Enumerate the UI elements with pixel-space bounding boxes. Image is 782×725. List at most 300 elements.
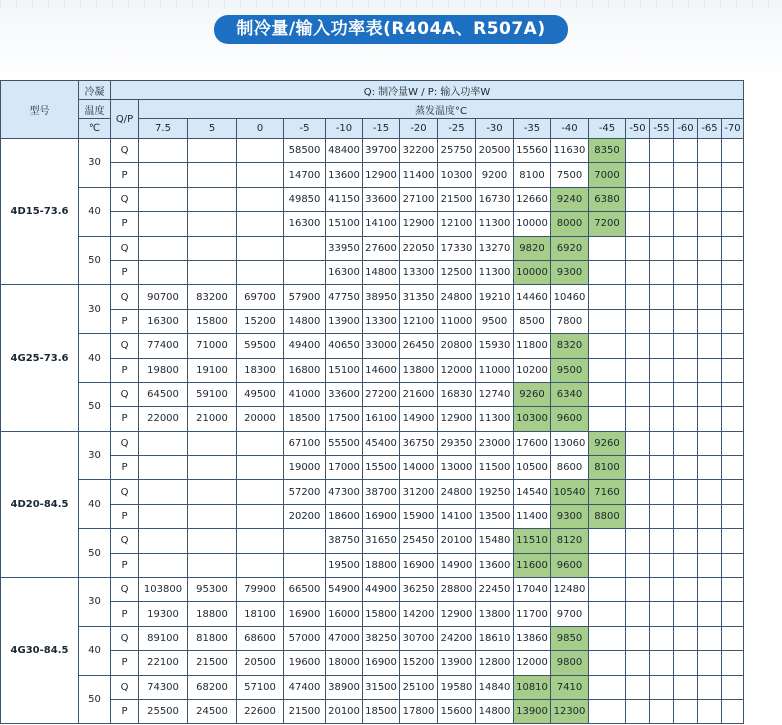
value-cell	[722, 602, 744, 626]
top-ruler-lines	[0, 0, 782, 8]
value-cell: 58500	[284, 139, 326, 163]
model-header: 型号	[1, 81, 79, 139]
value-cell	[722, 504, 744, 528]
condensing-temp: 30	[79, 578, 111, 627]
value-cell: 33000	[363, 334, 400, 358]
value-cell	[626, 456, 650, 480]
value-cell: 11300	[476, 212, 514, 236]
value-cell: 11800	[514, 334, 551, 358]
value-cell	[139, 187, 188, 211]
value-cell	[626, 480, 650, 504]
value-cell: 48400	[326, 139, 363, 163]
value-cell: 11300	[476, 407, 514, 431]
cond-header-3: ℃	[79, 119, 111, 139]
value-cell	[674, 626, 698, 650]
value-cell: 59500	[237, 334, 284, 358]
value-cell	[674, 480, 698, 504]
table-row	[1, 334, 744, 358]
value-cell: 9600	[551, 553, 589, 577]
value-cell	[626, 236, 650, 260]
value-cell: 20200	[284, 504, 326, 528]
value-cell: 89100	[139, 626, 188, 650]
value-cell	[237, 139, 284, 163]
evap-temp-header: -40	[551, 119, 589, 139]
condensing-temp: 30	[79, 285, 111, 334]
value-cell	[650, 260, 674, 284]
table-row	[1, 456, 744, 480]
table-row	[1, 139, 744, 163]
value-cell: 12900	[400, 212, 438, 236]
value-cell: 10000	[514, 212, 551, 236]
value-cell: 9260	[589, 431, 626, 455]
table-row	[1, 309, 744, 333]
value-cell: 9850	[551, 626, 589, 650]
value-cell: 12660	[514, 187, 551, 211]
value-cell	[698, 163, 722, 187]
value-cell: 38250	[363, 626, 400, 650]
value-cell	[722, 382, 744, 406]
qp-type: P	[111, 699, 139, 723]
value-cell: 10300	[438, 163, 476, 187]
value-cell: 20100	[326, 699, 363, 723]
value-cell	[650, 358, 674, 382]
value-cell: 8600	[551, 456, 589, 480]
value-cell: 25750	[438, 139, 476, 163]
value-cell: 20100	[438, 529, 476, 553]
value-cell	[650, 553, 674, 577]
value-cell: 13270	[476, 236, 514, 260]
value-cell: 9700	[551, 602, 589, 626]
value-cell	[722, 675, 744, 699]
value-cell: 28800	[438, 578, 476, 602]
value-cell: 11300	[476, 260, 514, 284]
value-cell: 8100	[514, 163, 551, 187]
value-cell	[722, 529, 744, 553]
value-cell: 17040	[514, 578, 551, 602]
value-cell	[650, 456, 674, 480]
value-cell	[674, 407, 698, 431]
value-cell	[674, 675, 698, 699]
value-cell	[722, 285, 744, 309]
value-cell: 19600	[284, 651, 326, 675]
value-cell	[626, 212, 650, 236]
value-cell	[698, 260, 722, 284]
value-cell	[650, 431, 674, 455]
value-cell	[722, 553, 744, 577]
value-cell: 6380	[589, 187, 626, 211]
value-cell	[698, 285, 722, 309]
table-row	[1, 504, 744, 528]
value-cell: 12500	[438, 260, 476, 284]
table-row	[1, 212, 744, 236]
value-cell	[698, 553, 722, 577]
value-cell: 10200	[514, 358, 551, 382]
value-cell: 15800	[188, 309, 237, 333]
evap-temp-header: -60	[674, 119, 698, 139]
value-cell: 19500	[326, 553, 363, 577]
value-cell: 14600	[363, 358, 400, 382]
value-cell: 77400	[139, 334, 188, 358]
value-cell	[674, 382, 698, 406]
value-cell: 12740	[476, 382, 514, 406]
condensing-temp: 40	[79, 626, 111, 675]
qp-header: Q/P	[111, 100, 139, 139]
value-cell: 16900	[363, 504, 400, 528]
value-cell: 68600	[237, 626, 284, 650]
value-cell: 11510	[514, 529, 551, 553]
table-row	[1, 431, 744, 455]
value-cell	[698, 626, 722, 650]
value-cell: 13000	[438, 456, 476, 480]
qp-type: Q	[111, 334, 139, 358]
value-cell	[698, 529, 722, 553]
value-cell	[284, 236, 326, 260]
value-cell: 11400	[400, 163, 438, 187]
value-cell: 18800	[188, 602, 237, 626]
value-cell	[237, 456, 284, 480]
value-cell	[698, 504, 722, 528]
value-cell: 10500	[514, 456, 551, 480]
value-cell	[626, 651, 650, 675]
table-row	[1, 626, 744, 650]
value-cell	[626, 382, 650, 406]
value-cell	[674, 163, 698, 187]
value-cell: 64500	[139, 382, 188, 406]
value-cell	[650, 699, 674, 723]
table-row	[1, 480, 744, 504]
condensing-temp: 50	[79, 675, 111, 724]
value-cell	[237, 504, 284, 528]
value-cell: 15600	[438, 699, 476, 723]
value-cell: 23000	[476, 431, 514, 455]
evap-temp-header: -35	[514, 119, 551, 139]
value-cell	[674, 553, 698, 577]
evap-temp-header: 5	[188, 119, 237, 139]
value-cell	[188, 480, 237, 504]
value-cell: 19300	[139, 602, 188, 626]
value-cell	[650, 212, 674, 236]
condensing-temp: 40	[79, 334, 111, 383]
table-row	[1, 651, 744, 675]
value-cell: 16900	[284, 602, 326, 626]
value-cell	[589, 651, 626, 675]
value-cell: 27100	[400, 187, 438, 211]
value-cell: 27600	[363, 236, 400, 260]
table-row	[1, 285, 744, 309]
value-cell: 20500	[237, 651, 284, 675]
value-cell	[139, 260, 188, 284]
value-cell: 12100	[438, 212, 476, 236]
value-cell: 9500	[551, 358, 589, 382]
value-cell: 57900	[284, 285, 326, 309]
value-cell: 25100	[400, 675, 438, 699]
value-cell: 7800	[551, 309, 589, 333]
value-cell	[626, 407, 650, 431]
value-cell: 15500	[363, 456, 400, 480]
value-cell: 12800	[476, 651, 514, 675]
qp-type: P	[111, 553, 139, 577]
value-cell	[722, 651, 744, 675]
value-cell: 16800	[284, 358, 326, 382]
value-cell: 11630	[551, 139, 589, 163]
value-cell: 12900	[438, 602, 476, 626]
value-cell	[139, 163, 188, 187]
value-cell	[674, 285, 698, 309]
value-cell	[284, 529, 326, 553]
value-cell	[188, 456, 237, 480]
value-cell: 41150	[326, 187, 363, 211]
table-row	[1, 163, 744, 187]
value-cell	[237, 529, 284, 553]
value-cell: 12000	[438, 358, 476, 382]
value-cell	[626, 504, 650, 528]
value-cell	[626, 358, 650, 382]
value-cell: 15900	[400, 504, 438, 528]
value-cell: 19210	[476, 285, 514, 309]
value-cell: 11500	[476, 456, 514, 480]
evap-temp-header: -5	[284, 119, 326, 139]
value-cell	[698, 651, 722, 675]
value-cell	[589, 675, 626, 699]
value-cell	[626, 187, 650, 211]
value-cell	[589, 529, 626, 553]
value-cell: 9820	[514, 236, 551, 260]
value-cell	[698, 431, 722, 455]
value-cell: 13500	[476, 504, 514, 528]
value-cell	[674, 431, 698, 455]
value-cell: 7500	[551, 163, 589, 187]
value-cell	[284, 260, 326, 284]
value-cell: 7000	[589, 163, 626, 187]
value-cell: 21500	[438, 187, 476, 211]
value-cell	[237, 187, 284, 211]
value-cell: 74300	[139, 675, 188, 699]
value-cell: 14700	[284, 163, 326, 187]
value-cell: 31650	[363, 529, 400, 553]
value-cell	[722, 139, 744, 163]
model-name: 4G30-84.5	[1, 578, 79, 724]
value-cell: 10300	[514, 407, 551, 431]
value-cell	[698, 602, 722, 626]
value-cell	[698, 675, 722, 699]
capacity-table	[0, 80, 744, 724]
value-cell	[589, 578, 626, 602]
value-cell	[698, 334, 722, 358]
table-row	[1, 529, 744, 553]
value-cell	[188, 236, 237, 260]
value-cell	[139, 139, 188, 163]
condensing-temp: 50	[79, 382, 111, 431]
value-cell: 12900	[363, 163, 400, 187]
value-cell: 13900	[438, 651, 476, 675]
value-cell	[674, 260, 698, 284]
value-cell	[698, 456, 722, 480]
table-row	[1, 553, 744, 577]
qp-type: Q	[111, 139, 139, 163]
table-row	[1, 358, 744, 382]
value-cell: 15930	[476, 334, 514, 358]
value-cell: 47300	[326, 480, 363, 504]
value-cell	[139, 529, 188, 553]
value-cell	[188, 431, 237, 455]
value-cell	[650, 285, 674, 309]
value-cell	[650, 382, 674, 406]
qp-type: Q	[111, 382, 139, 406]
value-cell	[589, 236, 626, 260]
qp-type: Q	[111, 431, 139, 455]
value-cell	[589, 334, 626, 358]
value-cell	[722, 456, 744, 480]
value-cell: 47750	[326, 285, 363, 309]
value-cell: 14840	[476, 675, 514, 699]
value-cell	[650, 309, 674, 333]
value-cell: 36250	[400, 578, 438, 602]
value-cell: 31350	[400, 285, 438, 309]
value-cell	[139, 236, 188, 260]
value-cell	[698, 212, 722, 236]
value-cell	[722, 236, 744, 260]
table-row	[1, 236, 744, 260]
value-cell: 10540	[551, 480, 589, 504]
value-cell: 10810	[514, 675, 551, 699]
value-cell	[722, 431, 744, 455]
value-cell: 17330	[438, 236, 476, 260]
value-cell	[237, 431, 284, 455]
value-cell: 49400	[284, 334, 326, 358]
value-cell: 31200	[400, 480, 438, 504]
value-cell: 14460	[514, 285, 551, 309]
value-cell	[650, 236, 674, 260]
value-cell: 11700	[514, 602, 551, 626]
value-cell	[139, 553, 188, 577]
evap-temp-header: -45	[589, 119, 626, 139]
value-cell: 9800	[551, 651, 589, 675]
qp-type: P	[111, 456, 139, 480]
value-cell	[188, 187, 237, 211]
value-cell: 14000	[400, 456, 438, 480]
value-cell	[722, 334, 744, 358]
value-cell	[674, 309, 698, 333]
value-cell	[237, 212, 284, 236]
value-cell: 17800	[400, 699, 438, 723]
value-cell	[139, 504, 188, 528]
value-cell: 38700	[363, 480, 400, 504]
value-cell: 8350	[589, 139, 626, 163]
value-cell: 16300	[284, 212, 326, 236]
value-cell	[650, 407, 674, 431]
value-cell: 21500	[284, 699, 326, 723]
cond-header-2: 温度	[79, 100, 111, 119]
table-row	[1, 407, 744, 431]
value-cell: 38900	[326, 675, 363, 699]
value-cell: 47000	[326, 626, 363, 650]
value-cell: 7200	[589, 212, 626, 236]
value-cell: 16300	[326, 260, 363, 284]
value-cell	[237, 163, 284, 187]
value-cell: 25450	[400, 529, 438, 553]
value-cell: 9300	[551, 504, 589, 528]
value-cell: 14200	[400, 602, 438, 626]
value-cell: 79900	[237, 578, 284, 602]
value-cell	[626, 163, 650, 187]
value-cell: 16900	[363, 651, 400, 675]
value-cell	[674, 358, 698, 382]
value-cell: 8100	[589, 456, 626, 480]
evap-temp-header: -30	[476, 119, 514, 139]
value-cell	[698, 480, 722, 504]
value-cell	[674, 504, 698, 528]
value-cell	[626, 675, 650, 699]
table-row	[1, 699, 744, 723]
value-cell: 49500	[237, 382, 284, 406]
model-name: 4D15-73.6	[1, 139, 79, 285]
value-cell	[674, 236, 698, 260]
value-cell: 32200	[400, 139, 438, 163]
condensing-temp: 50	[79, 236, 111, 285]
value-cell	[698, 699, 722, 723]
value-cell	[589, 285, 626, 309]
value-cell	[589, 260, 626, 284]
value-cell	[626, 553, 650, 577]
value-cell: 16000	[326, 602, 363, 626]
value-cell: 57000	[284, 626, 326, 650]
value-cell: 10460	[551, 285, 589, 309]
value-cell	[188, 260, 237, 284]
page-title: 制冷量/输入功率表(R404A、R507A)	[214, 15, 568, 44]
value-cell: 14100	[438, 504, 476, 528]
value-cell	[698, 407, 722, 431]
value-cell: 9300	[551, 260, 589, 284]
value-cell	[188, 139, 237, 163]
value-cell: 103800	[139, 578, 188, 602]
value-cell	[722, 699, 744, 723]
value-cell: 68200	[188, 675, 237, 699]
value-cell: 12000	[514, 651, 551, 675]
value-cell	[626, 529, 650, 553]
value-cell	[650, 187, 674, 211]
value-cell	[589, 382, 626, 406]
value-cell: 18300	[237, 358, 284, 382]
value-cell	[722, 163, 744, 187]
value-cell	[650, 529, 674, 553]
evap-temp-header: -65	[698, 119, 722, 139]
value-cell	[722, 358, 744, 382]
evap-temp-header: -15	[363, 119, 400, 139]
value-cell: 12300	[551, 699, 589, 723]
value-cell: 8500	[514, 309, 551, 333]
value-cell: 21000	[188, 407, 237, 431]
value-cell: 14800	[363, 260, 400, 284]
value-cell	[139, 456, 188, 480]
value-cell: 13300	[363, 309, 400, 333]
value-cell: 11000	[476, 358, 514, 382]
value-cell	[674, 602, 698, 626]
value-cell: 18100	[237, 602, 284, 626]
value-cell: 22600	[237, 699, 284, 723]
table-row	[1, 187, 744, 211]
value-cell: 38950	[363, 285, 400, 309]
value-cell: 45400	[363, 431, 400, 455]
condensing-temp: 40	[79, 187, 111, 236]
value-cell: 22450	[476, 578, 514, 602]
value-cell: 29350	[438, 431, 476, 455]
cond-header-1: 冷凝	[79, 81, 111, 100]
value-cell: 14540	[514, 480, 551, 504]
model-name: 4D20-84.5	[1, 431, 79, 577]
value-cell: 27200	[363, 382, 400, 406]
value-cell: 13900	[326, 309, 363, 333]
value-cell	[674, 578, 698, 602]
